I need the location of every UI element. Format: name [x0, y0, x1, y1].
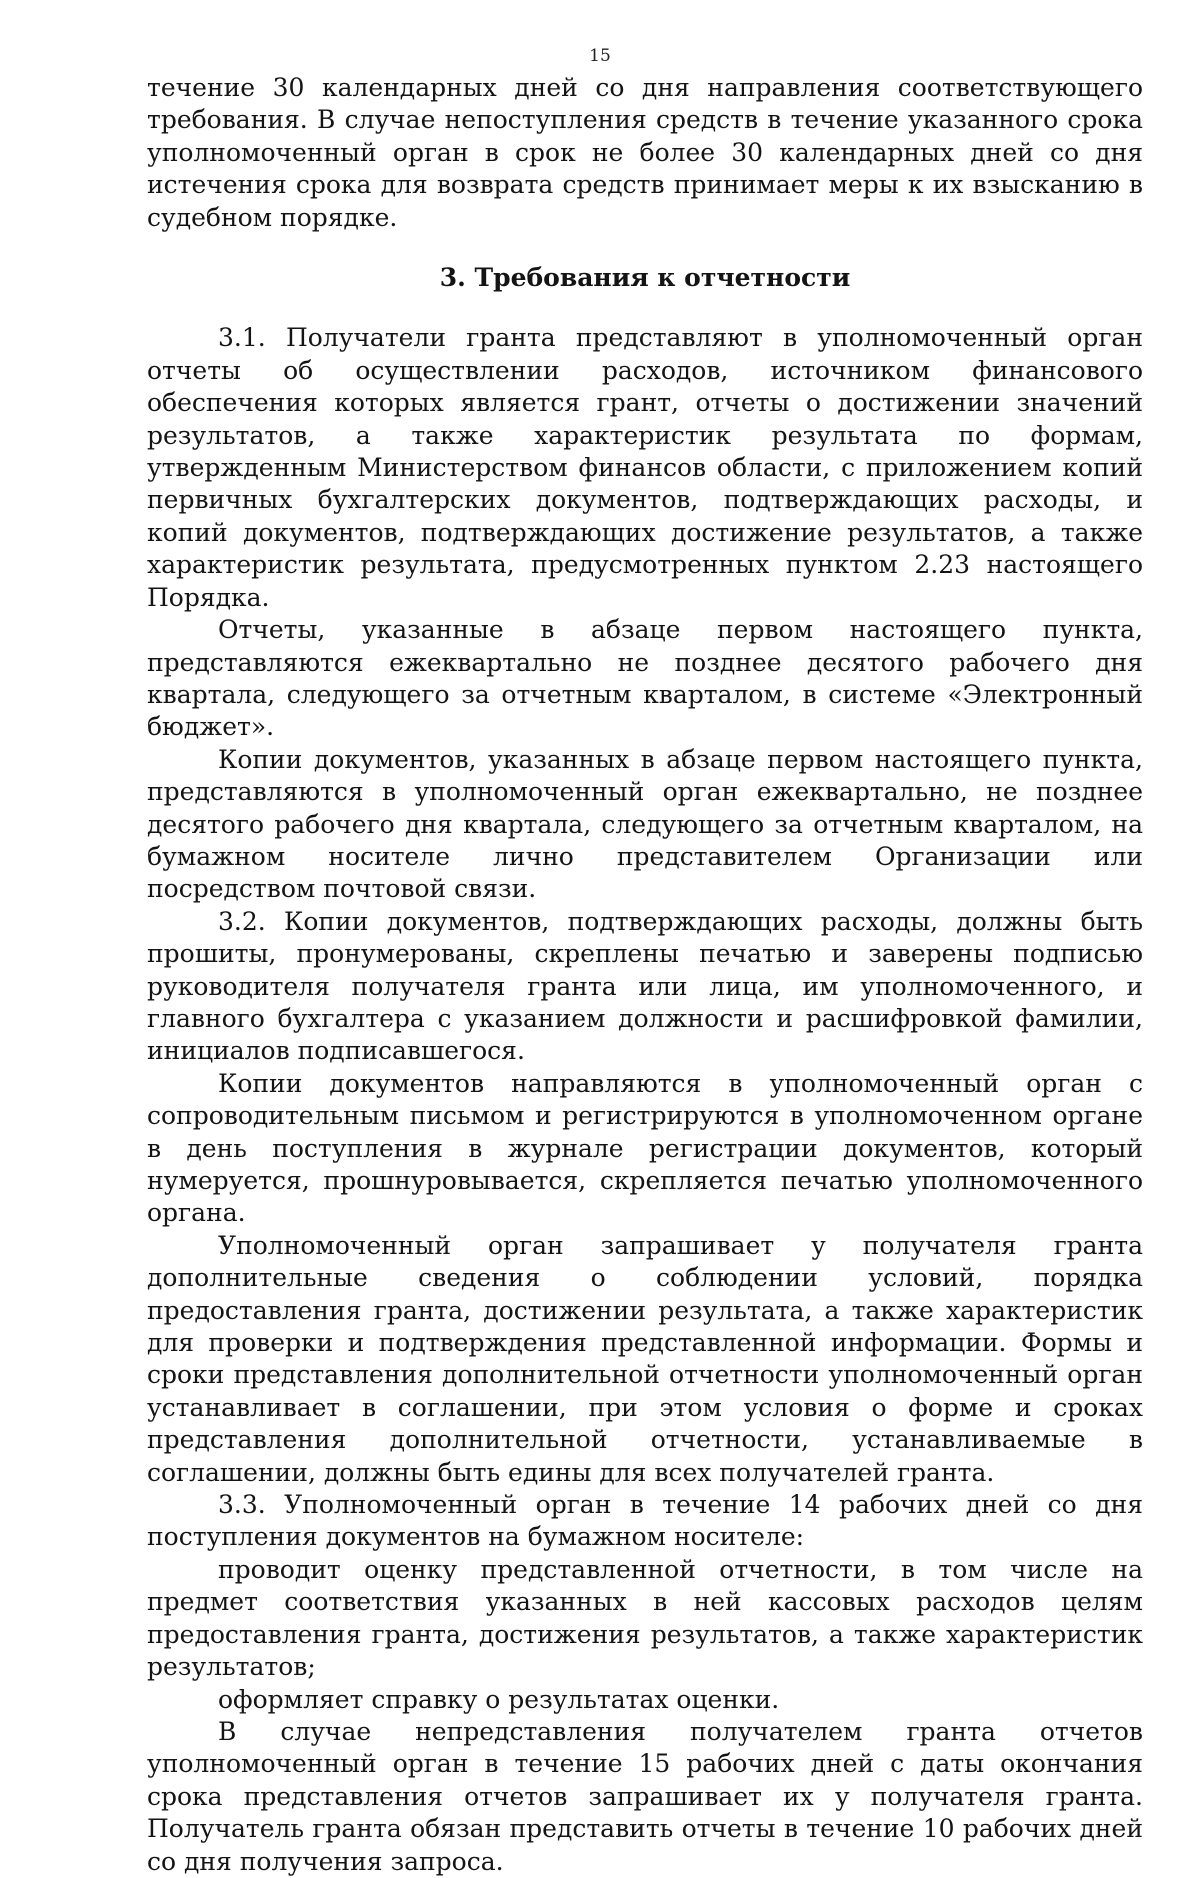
paragraph-certificate: оформляет справку о результатах оценки. — [218, 1684, 780, 1714]
paragraph-non-submission: В случае непредставления получателем гранта отчетов уполномоченный орган в течение 15 рабочих дней с даты окончания срока представления отчетов запрашивает их у получателя гранта. Получатель гранта обязан представить отчеты в течение 10 рабочих дней со дня получения запроса. — [147, 1716, 1143, 1876]
paragraph-registration: Копии документов направляются в уполномоченный орган с сопроводительным письмом и регистрируются в уполномоченном органе в день поступления в журнале регистрации документов, который нумеруется, прошнуровывается, скрепляется печатью уполномоченного органа. — [147, 1068, 1143, 1228]
paragraph-3-3: 3.3. Уполномоченный орган в течение 14 рабочих дней со дня поступления документов на бумажном носителе: — [147, 1490, 1143, 1552]
paragraph-assessment: проводит оценку представленной отчетности, в том числе на предмет соответствия указанных в ней кассовых расходов целям предоставления гранта, достижения результатов, а также характеристик результатов; — [147, 1554, 1143, 1682]
paragraph-additional-info: Уполномоченный орган запрашивает у получателя гранта дополнительные сведения о соблюдении условий, порядка предоставления гранта, достижении результата, а также характеристик для проверки и подтверждения представленной информации. Формы и сроки представления дополнительной отчетности уполномоченный орган устанавливает в соглашении, при этом условия о форме и сроках представления дополнительной отчетности, устанавливаемые в соглашении, должны быть едины для всех получателей гранта. — [147, 1230, 1143, 1487]
paragraph-reports-deadline: Отчеты, указанные в абзаце первом настоящего пункта, представляются ежеквартально не позднее десятого рабочего дня квартала, следующего за отчетным кварталом, в системе «Электронный бюджет». — [147, 615, 1143, 742]
document-body — [147, 72, 1143, 1878]
paragraph-document-copies: Копии документов, указанных в абзаце первом настоящего пункта, представляются в уполномоченный орган ежеквартально, не позднее десятого рабочего дня квартала, следующего за отчетным кварталом, на бумажном носителе лично представителем Организации или посредством почтовой связи. — [147, 744, 1143, 904]
intro-paragraph: течение 30 календарных дней со дня направления соответствующего требования. В случае непоступления средств в течение указанного срока уполномоченный орган в срок не более 30 календарных дней со дня истечения срока для возврата средств принимает меры к их взысканию в судебном порядке. — [147, 73, 1143, 232]
paragraph-3-2: 3.2. Копии документов, подтверждающих расходы, должны быть прошиты, пронумерованы, скреплены печатью и заверены подписью руководителя получателя гранта или лица, им уполномоченного, и главного бухгалтера с указанием должности и расшифровкой фамилии, инициалов подписавшегося. — [147, 906, 1143, 1066]
page-number: 15 — [589, 46, 611, 66]
paragraph-3-1: 3.1. Получатели гранта представляют в уполномоченный орган отчеты об осуществлении расходов, источником финансового обеспечения которых является грант, отчеты о достижении значений результатов, а также характеристик результата по формам, утвержденным Министерством финансов области, с приложением копий первичных бухгалтерских документов, подтверждающих расходы, и копий документов, подтверждающих достижение результатов, а также характеристик результата, предусмотренных пунктом 2.23 настоящего Порядка. — [147, 323, 1143, 612]
section-heading: 3. Требования к отчетности — [439, 263, 851, 293]
